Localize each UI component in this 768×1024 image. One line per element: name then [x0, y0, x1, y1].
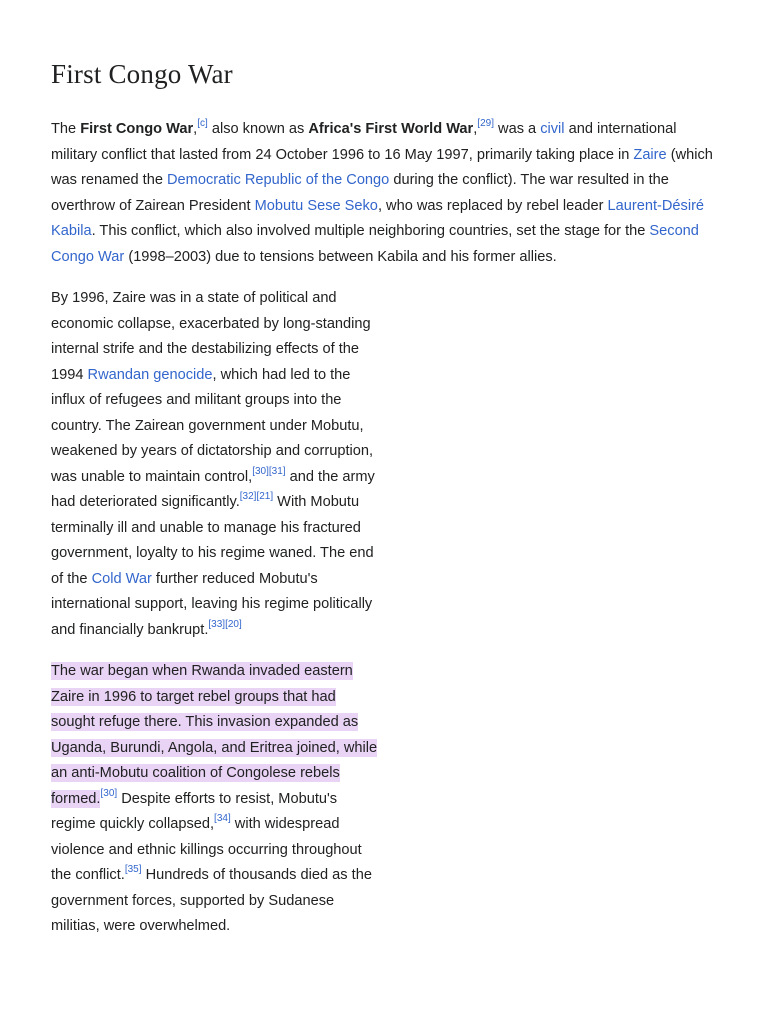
reference-32-21 — [240, 491, 273, 502]
page-title: First Congo War — [51, 59, 233, 89]
text: By 1996, Zaire was in a state of political and economic collapse, exacerbated by long-standing internal strife and the destabilizing effects of the 1994 — [51, 290, 371, 383]
link-second-congo-war[interactable]: Second Congo War — [51, 223, 699, 265]
text: With Mobutu terminally ill and unable to manage his fractured government, loyalty to his regime waned. The end of the — [51, 494, 374, 587]
reference-30-31 — [252, 466, 285, 477]
link-cold-war[interactable]: Cold War — [91, 570, 152, 587]
lead-paragraph — [51, 117, 719, 270]
reference-link-20[interactable]: [20] — [225, 618, 242, 630]
highlighted-text: The war began when Rwanda invaded eastern Zaire in 1996 to target rebel groups that had sought refuge there. This invasion expanded as Uganda, Burundi, Angola, and Eritrea joined, while an anti-Mobutu coalition of Congolese rebels formed. — [51, 663, 378, 807]
text: . This conflict, which also involved multiple neighboring countries, set the stage for the — [91, 223, 650, 239]
reference-29 — [477, 118, 494, 129]
reference-link-30[interactable]: [30] — [100, 787, 118, 799]
bold-term-africas-first-world-war: Africa's First World War — [308, 121, 474, 137]
reference-link-35[interactable]: [35] — [124, 864, 142, 876]
text: , — [193, 121, 198, 137]
text: also known as — [207, 121, 309, 137]
link-civil[interactable]: civil — [540, 121, 565, 137]
text: (1998–2003) due to tensions between Kabila and his former allies. — [124, 248, 557, 265]
article-body — [51, 117, 721, 940]
text: Despite efforts to resist, Mobutu's regime quickly collapsed, — [51, 790, 338, 832]
text: The — [51, 121, 81, 137]
reference-link-33[interactable]: [33] — [208, 618, 226, 630]
text: and the army had deteriorated significantly. — [51, 468, 375, 510]
text: was a — [493, 121, 541, 137]
text: with widespread violence and ethnic killings occurring throughout the conflict. — [51, 816, 362, 883]
text: and international military conflict that lasted from 24 October 1996 to 16 May 1997, primarily taking place in — [51, 121, 677, 163]
link-democratic-republic-of-the-congo[interactable]: Democratic Republic of the Congo — [167, 172, 390, 188]
reference-33-20 — [208, 619, 241, 630]
reference-link-30[interactable]: [30] — [252, 465, 269, 477]
link-zaire[interactable]: Zaire — [633, 146, 667, 163]
reference-link-32[interactable]: [32] — [239, 491, 257, 503]
reference-link-21[interactable]: [21] — [256, 491, 274, 503]
reference-30 — [100, 788, 117, 799]
link-rwandan-genocide[interactable]: Rwandan genocide — [87, 366, 213, 383]
reference-35 — [125, 864, 142, 875]
reference-34 — [214, 813, 231, 824]
text: further reduced Mobutu's international support, leaving his regime politically and financially bankrupt. — [51, 570, 373, 638]
link-mobutu-sese-seko[interactable]: Mobutu Sese Seko — [254, 197, 378, 214]
background-paragraph — [51, 286, 383, 643]
text: , who was replaced by rebel leader — [377, 197, 608, 214]
link-laurent-desire-kabila[interactable]: Laurent-Désiré Kabila — [51, 197, 705, 239]
reference-link-29[interactable]: [29] — [477, 118, 494, 130]
reference-c — [197, 118, 208, 129]
text: , — [473, 121, 478, 137]
text: , which had led to the influx of refugees and militant groups into the country. The Zairean government under Mobutu, weakened by years of dictatorship and corruption, was unable to maintain control, — [51, 366, 374, 485]
war-paragraph — [51, 659, 383, 940]
text: (which was renamed the — [51, 146, 713, 188]
bold-term-first-congo-war: First Congo War — [80, 121, 194, 137]
reference-link-34[interactable]: [34] — [214, 813, 231, 825]
text: during the conflict). The war resulted in the overthrow of Zairean President — [51, 172, 669, 214]
reference-link-31[interactable]: [31] — [268, 465, 286, 477]
reference-link-c[interactable]: [c] — [197, 118, 208, 130]
text: Hundreds of thousands died as the government forces, supported by Sudanese militias, were overwhelmed. — [51, 867, 372, 934]
